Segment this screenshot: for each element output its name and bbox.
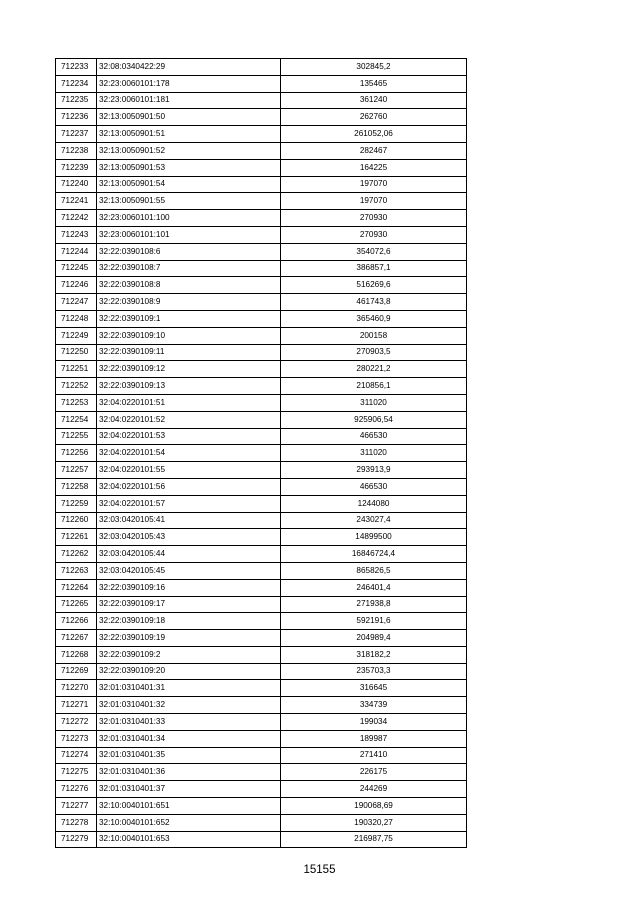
cadastral-value-cell: 271410 [281,747,467,764]
cadastral-number-cell: 32:22:0390109:13 [97,378,281,395]
cadastral-value-cell: 466530 [281,428,467,445]
cadastral-number-cell: 32:01:0310401:36 [97,764,281,781]
row-id-cell: 712268 [56,646,97,663]
table-row [56,344,467,361]
cadastral-number-cell: 32:22:0390108:7 [97,260,281,277]
table-row [56,75,467,92]
row-id-cell: 712257 [56,462,97,479]
cadastral-value-cell: 226175 [281,764,467,781]
row-id-cell: 712273 [56,730,97,747]
cadastral-number-cell: 32:22:0390109:18 [97,613,281,630]
row-id-cell: 712260 [56,512,97,529]
cadastral-number-cell: 32:22:0390108:6 [97,243,281,260]
cadastral-number-cell: 32:10:0040101:652 [97,814,281,831]
row-id-cell: 712246 [56,277,97,294]
cadastral-value-cell: 270930 [281,210,467,227]
cadastral-number-cell: 32:22:0390109:19 [97,630,281,647]
table-row [56,445,467,462]
cadastral-number-cell: 32:08:0340422:29 [97,59,281,76]
table-row [56,462,467,479]
row-id-cell: 712248 [56,310,97,327]
table-row [56,243,467,260]
row-id-cell: 712247 [56,294,97,311]
cadastral-number-cell: 32:22:0390109:17 [97,596,281,613]
cadastral-number-cell: 32:13:0050901:50 [97,109,281,126]
row-id-cell: 712244 [56,243,97,260]
row-id-cell: 712263 [56,562,97,579]
cadastral-value-cell: 271938,8 [281,596,467,613]
row-id-cell: 712241 [56,193,97,210]
row-id-cell: 712252 [56,378,97,395]
cadastral-value-cell: 592191,6 [281,613,467,630]
cadastral-value-cell: 302845,2 [281,59,467,76]
cadastral-value-cell: 262760 [281,109,467,126]
table-row [56,109,467,126]
table-row [56,562,467,579]
cadastral-value-cell: 14899500 [281,529,467,546]
cadastral-value-cell: 516269,6 [281,277,467,294]
cadastral-number-cell: 32:23:0060101:178 [97,75,281,92]
cadastral-number-cell: 32:04:0220101:55 [97,462,281,479]
page-number: 15155 [303,864,336,876]
row-id-cell: 712262 [56,546,97,563]
cadastral-number-cell: 32:04:0220101:53 [97,428,281,445]
cadastral-value-cell: 334739 [281,697,467,714]
cadastral-number-cell: 32:01:0310401:35 [97,747,281,764]
row-id-cell: 712249 [56,327,97,344]
table-row [56,478,467,495]
row-id-cell: 712272 [56,714,97,731]
cadastral-number-cell: 32:03:0420105:45 [97,562,281,579]
row-id-cell: 712256 [56,445,97,462]
table-row [56,176,467,193]
cadastral-value-cell: 354072,6 [281,243,467,260]
table-row [56,714,467,731]
cadastral-value-cell: 365460,9 [281,310,467,327]
row-id-cell: 712277 [56,798,97,815]
cadastral-number-cell: 32:13:0050901:52 [97,142,281,159]
table-row [56,411,467,428]
row-id-cell: 712245 [56,260,97,277]
table-body [56,59,467,848]
row-id-cell: 712279 [56,831,97,848]
table-row [56,646,467,663]
cadastral-value-cell: 197070 [281,176,467,193]
cadastral-value-cell: 135465 [281,75,467,92]
table-row [56,126,467,143]
cadastral-number-cell: 32:04:0220101:56 [97,478,281,495]
row-id-cell: 712274 [56,747,97,764]
cadastral-value-cell: 466530 [281,478,467,495]
row-id-cell: 712255 [56,428,97,445]
cadastral-number-cell: 32:22:0390108:8 [97,277,281,294]
table-row [56,327,467,344]
row-id-cell: 712233 [56,59,97,76]
table-row [56,361,467,378]
row-id-cell: 712250 [56,344,97,361]
table-row [56,579,467,596]
table-row [56,92,467,109]
table-row [56,798,467,815]
cadastral-number-cell: 32:22:0390109:12 [97,361,281,378]
cadastral-number-cell: 32:10:0040101:651 [97,798,281,815]
table-row [56,159,467,176]
cadastral-value-cell: 189987 [281,730,467,747]
row-id-cell: 712278 [56,814,97,831]
table-row [56,277,467,294]
cadastral-number-cell: 32:04:0220101:51 [97,394,281,411]
row-id-cell: 712253 [56,394,97,411]
cadastral-value-cell: 216987,75 [281,831,467,848]
table-row [56,193,467,210]
cadastral-number-cell: 32:01:0310401:32 [97,697,281,714]
row-id-cell: 712251 [56,361,97,378]
cadastral-value-cell: 1244080 [281,495,467,512]
row-id-cell: 712243 [56,226,97,243]
cadastral-number-cell: 32:03:0420105:41 [97,512,281,529]
cadastral-number-cell: 32:22:0390109:11 [97,344,281,361]
cadastral-number-cell: 32:22:0390109:1 [97,310,281,327]
row-id-cell: 712240 [56,176,97,193]
table-row [56,529,467,546]
cadastral-value-cell: 246401,4 [281,579,467,596]
table-row [56,630,467,647]
table-row [56,142,467,159]
table-row [56,226,467,243]
table-row [56,697,467,714]
cadastral-value-cell: 244269 [281,781,467,798]
row-id-cell: 712254 [56,411,97,428]
cadastral-value-cell: 311020 [281,445,467,462]
table-row [56,378,467,395]
table-row [56,495,467,512]
cadastral-number-cell: 32:13:0050901:55 [97,193,281,210]
row-id-cell: 712238 [56,142,97,159]
row-id-cell: 712236 [56,109,97,126]
row-id-cell: 712264 [56,579,97,596]
cadastral-number-cell: 32:22:0390109:20 [97,663,281,680]
cadastral-number-cell: 32:01:0310401:33 [97,714,281,731]
row-id-cell: 712237 [56,126,97,143]
table-row [56,294,467,311]
cadastral-number-cell: 32:13:0050901:53 [97,159,281,176]
cadastral-value-cell: 925906,54 [281,411,467,428]
table-row [56,394,467,411]
cadastral-number-cell: 32:22:0390109:16 [97,579,281,596]
cadastral-number-cell: 32:01:0310401:37 [97,781,281,798]
table-row [56,428,467,445]
row-id-cell: 712276 [56,781,97,798]
cadastral-number-cell: 32:13:0050901:54 [97,176,281,193]
cadastral-value-cell: 261052,06 [281,126,467,143]
row-id-cell: 712261 [56,529,97,546]
cadastral-value-cell: 361240 [281,92,467,109]
cadastral-number-cell: 32:04:0220101:57 [97,495,281,512]
row-id-cell: 712235 [56,92,97,109]
cadastral-number-cell: 32:04:0220101:52 [97,411,281,428]
cadastral-value-cell: 210856,1 [281,378,467,395]
cadastral-value-cell: 197070 [281,193,467,210]
table-row [56,730,467,747]
table-row [56,663,467,680]
cadastral-value-cell: 204989,4 [281,630,467,647]
cadastral-value-cell: 318182,2 [281,646,467,663]
cadastral-number-cell: 32:04:0220101:54 [97,445,281,462]
cadastral-value-cell: 270903,5 [281,344,467,361]
cadastral-value-table [55,58,467,848]
cadastral-number-cell: 32:01:0310401:31 [97,680,281,697]
row-id-cell: 712269 [56,663,97,680]
cadastral-value-cell: 280221,2 [281,361,467,378]
cadastral-value-cell: 16846724,4 [281,546,467,563]
cadastral-number-cell: 32:03:0420105:43 [97,529,281,546]
table-row [56,764,467,781]
cadastral-number-cell: 32:01:0310401:34 [97,730,281,747]
cadastral-value-cell: 235703,3 [281,663,467,680]
table-row [56,546,467,563]
cadastral-value-cell: 270930 [281,226,467,243]
table-row [56,747,467,764]
table-row [56,613,467,630]
cadastral-value-cell: 386857,1 [281,260,467,277]
row-id-cell: 712270 [56,680,97,697]
cadastral-value-cell: 190068,69 [281,798,467,815]
cadastral-number-cell: 32:22:0390109:2 [97,646,281,663]
cadastral-number-cell: 32:23:0060101:181 [97,92,281,109]
table-row [56,781,467,798]
cadastral-number-cell: 32:22:0390109:10 [97,327,281,344]
cadastral-number-cell: 32:13:0050901:51 [97,126,281,143]
cadastral-number-cell: 32:23:0060101:100 [97,210,281,227]
row-id-cell: 712267 [56,630,97,647]
cadastral-value-cell: 865826,5 [281,562,467,579]
table-row [56,310,467,327]
row-id-cell: 712258 [56,478,97,495]
cadastral-value-cell: 293913,9 [281,462,467,479]
table-row [56,680,467,697]
table-row [56,596,467,613]
cadastral-value-cell: 199034 [281,714,467,731]
cadastral-number-cell: 32:03:0420105:44 [97,546,281,563]
cadastral-value-cell: 461743,8 [281,294,467,311]
cadastral-value-cell: 282467 [281,142,467,159]
cadastral-value-cell: 200158 [281,327,467,344]
cadastral-value-cell: 243027,4 [281,512,467,529]
row-id-cell: 712271 [56,697,97,714]
cadastral-number-cell: 32:10:0040101:653 [97,831,281,848]
table-row [56,512,467,529]
row-id-cell: 712259 [56,495,97,512]
cadastral-value-cell: 190320,27 [281,814,467,831]
row-id-cell: 712275 [56,764,97,781]
cadastral-value-cell: 316645 [281,680,467,697]
table-row [56,814,467,831]
table-row [56,831,467,848]
table-row [56,260,467,277]
table-row [56,210,467,227]
table-row [56,59,467,76]
cadastral-value-cell: 164225 [281,159,467,176]
cadastral-value-cell: 311020 [281,394,467,411]
cadastral-number-cell: 32:23:0060101:101 [97,226,281,243]
row-id-cell: 712239 [56,159,97,176]
row-id-cell: 712265 [56,596,97,613]
row-id-cell: 712266 [56,613,97,630]
row-id-cell: 712242 [56,210,97,227]
row-id-cell: 712234 [56,75,97,92]
cadastral-number-cell: 32:22:0390108:9 [97,294,281,311]
